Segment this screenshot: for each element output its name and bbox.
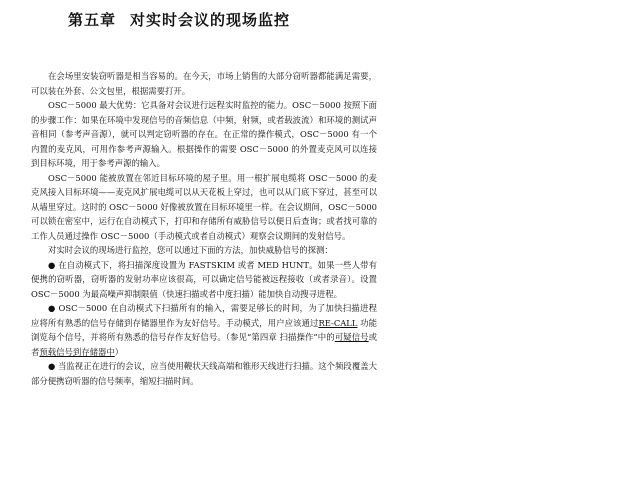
recall-link[interactable]: RE-CALL [318, 317, 358, 328]
chapter-title-text: 对实时会议的现场监控 [130, 11, 291, 29]
bullet-icon: ● [48, 361, 56, 371]
paragraph: OSC－5000 能被放置在邻近目标环境的屋子里。用一根扩展电缆将 OSC－5000 的麦克风接入目标环境——麦克风扩展电缆可以从天花板上穿过，也可以从门底下穿过，甚至可以从墙里穿过。这时的 OSC－5000 好像被放置在目标环境里一样。在会议期间，OSC－5000 可以锁在密室中，运行在自动模式下，打印和存储所有威胁信号以便日后查询；或者找可靠的工作人员通过操作 OSC－5000（手动模式或者自动模式）观察会议期间的发射信号。 [31, 172, 377, 241]
bullet-text: 功能浏览每个信号，并将所有熟悉的信号存作友好信号。（参见“第四章 扫描操作”中的 [31, 317, 377, 342]
document-body [31, 69, 377, 388]
bullet-item [31, 258, 377, 302]
bullet-item [31, 301, 377, 359]
bullet-text: OSC－5000 在自动模式下扫描所有的输入，需要足够长的时间，为了加快扫描进程应将所有熟悉的信号存储到存储器里作为友好信号。手动模式，用户应该通过 [31, 303, 377, 328]
bullet-item [31, 359, 377, 388]
paragraph: OSC－5000 最大优势：它具备对会议进行远程实时监控的能力。OSC－5000 按照下面的步骤工作：如果在环境中发现信号的音频信息（中频，射频，或者载波流）和环境的测试声音相同（参考声音源），就可以判定窃听器的存在。在正常的操作模式，OSC－5000 有一个内置的麦克风，可用作参考声源输入。根据操作的需要 OSC－5000 的外置麦克风可以连接到目标环境，用于参考声源的输入。 [31, 100, 377, 168]
paragraph: 对实时会议的现场进行监控，您可以通过下面的方法，加快威胁信号的探测： [48, 245, 333, 255]
bullet-icon: ● [48, 259, 56, 270]
bullet-text: ） [114, 346, 124, 357]
suspicious-signal-link[interactable]: 可疑信号 [334, 332, 369, 342]
bullet-icon: ● [48, 303, 56, 313]
bullet-text: 当监视正在进行的会议，应当使用鞭状天线高端和锥形天线进行扫描。这个频段覆盖大部分便携窃听器的信号频率，缩短扫描时间。 [31, 361, 377, 386]
preload-signal-link[interactable]: 预载信号到存储器中 [39, 346, 115, 357]
chapter-title [68, 9, 290, 30]
bullet-text: 在自动模式下，将扫描深度设置为 FASTSKIM 或者 MED HUNT。如果一些人带有便携的窃听器，窃听器的发射功率应该很高，可以确定信号能被远程接收（或者录音）。设置 OSC－5000 为最高噪声抑制限值（快速扫描或者中度扫描）能加快自动搜寻进程。 [31, 259, 377, 299]
paragraph: 在会场里安装窃听器是相当容易的。在今天，市场上销售的大部分窃听器都能满足需要，可以装在外套、公文包里，根据需要打开。 [31, 71, 377, 96]
bullet-text: 或者 [31, 332, 378, 357]
chapter-number: 第五章 [68, 11, 117, 29]
